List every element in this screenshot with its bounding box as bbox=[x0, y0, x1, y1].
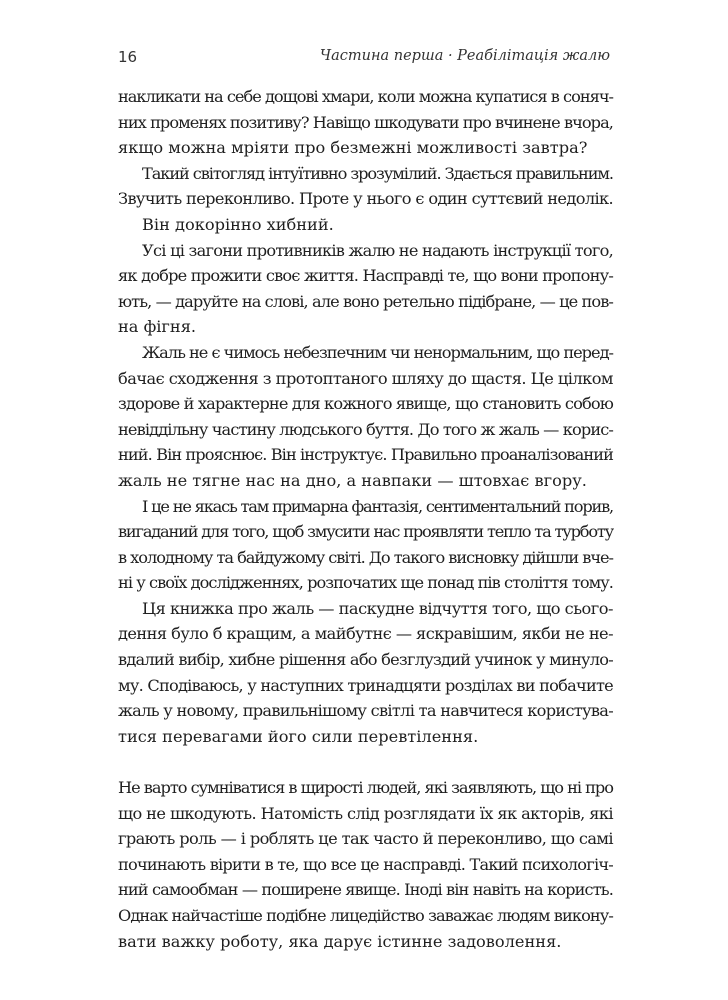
text-line: тися перевагами його сили перевтілення. bbox=[118, 726, 479, 746]
text-line: накликати на себе дощові хмари, коли можна купатися в соняч- bbox=[118, 87, 613, 106]
text-line: Він докорінно хибний. bbox=[142, 214, 334, 234]
paragraph bbox=[118, 494, 613, 596]
text-line: Ця книжка про жаль — паскудне відчуття того, що сього- bbox=[142, 598, 613, 618]
page-number: 16 bbox=[118, 48, 138, 66]
paragraph bbox=[118, 340, 613, 494]
text-line: в холодному та байдужому світі. До такого висновку дійшли вче- bbox=[118, 547, 613, 567]
paragraph bbox=[118, 212, 613, 238]
text-line: ні у своїх дослідженнях, розпочатих ще понад пів століття тому. bbox=[118, 573, 613, 593]
paragraph bbox=[118, 84, 613, 161]
text-line: вати важку роботу, яка дарує істинне задоволення. bbox=[118, 931, 562, 951]
text-line: бачає сходження з протоптаного шляху до щастя. Це цілком bbox=[118, 368, 613, 388]
paragraph bbox=[118, 775, 613, 954]
text-line: І це не якась там примарна фантазія, сентиментальний порив, bbox=[142, 496, 613, 516]
text-line: ють, — даруйте на слові, але воно ретельно підібране, — це пов- bbox=[118, 291, 613, 311]
text-line: що не шкодують. Натомість слід розглядати їх як акторів, які bbox=[118, 803, 613, 823]
body-text bbox=[118, 84, 613, 954]
paragraph bbox=[118, 596, 613, 750]
text-line: Не варто сумніватися в щирості людей, які заявляють, що ні про bbox=[118, 778, 613, 798]
section-title: Частина перша · Реабілітація жалю bbox=[319, 48, 610, 64]
text-line: му. Сподіваюсь, у наступних тринадцяти розділах ви побачите bbox=[118, 675, 613, 695]
text-line: починають вірити в те, що все це насправді. Такий психологіч- bbox=[118, 854, 613, 874]
text-line: жаль не тягне нас на дно, а навпаки — штовхає вгору. bbox=[118, 470, 587, 490]
paragraph bbox=[118, 161, 613, 212]
text-line: Жаль не є чимось небезпечним чи ненормальним, що перед- bbox=[142, 342, 613, 362]
running-head bbox=[118, 48, 610, 72]
text-line: Однак найчастіше подібне лицедійство заважає людям викону- bbox=[118, 906, 613, 925]
text-line: здорове й характерне для кожного явище, що становить собою bbox=[118, 394, 613, 414]
text-line: вигаданий для того, щоб змусити нас проявляти тепло та турботу bbox=[118, 522, 613, 542]
text-line: на фігня. bbox=[118, 317, 197, 337]
paragraph bbox=[118, 238, 613, 340]
text-line: дення було б кращим, а майбутнє — яскравішим, якби не не- bbox=[118, 624, 613, 644]
text-line: Такий світогляд інтуїтивно зрозумілий. Здається правильним. bbox=[142, 163, 613, 183]
text-line: грають роль — і роблять це так часто й переконливо, що самі bbox=[118, 829, 613, 849]
text-line: як добре прожити своє життя. Насправді те, що вони пропону- bbox=[118, 266, 613, 286]
text-line: якщо можна мріяти про безмежні можливості завтра? bbox=[118, 138, 588, 158]
text-line: невіддільну частину людського буття. До того ж жаль — корис- bbox=[118, 419, 613, 439]
text-line: ний самообман — поширене явище. Іноді він навіть на користь. bbox=[118, 880, 613, 900]
text-line: вдалий вибір, хибне рішення або безглуздий учинок у минуло- bbox=[118, 650, 613, 670]
text-line: жаль у новому, правильнішому світлі та навчитеся користува- bbox=[118, 701, 613, 721]
section-break bbox=[118, 749, 613, 775]
text-line: Звучить переконливо. Проте у нього є один суттєвий недолік. bbox=[118, 189, 613, 209]
text-line: ний. Він прояснює. Він інструктує. Правильно проаналізований bbox=[118, 445, 613, 465]
text-line: Усі ці загони противників жалю не надають інструкції того, bbox=[142, 240, 613, 260]
text-line: них променях позитиву? Навіщо шкодувати про вчинене вчора, bbox=[118, 112, 613, 132]
